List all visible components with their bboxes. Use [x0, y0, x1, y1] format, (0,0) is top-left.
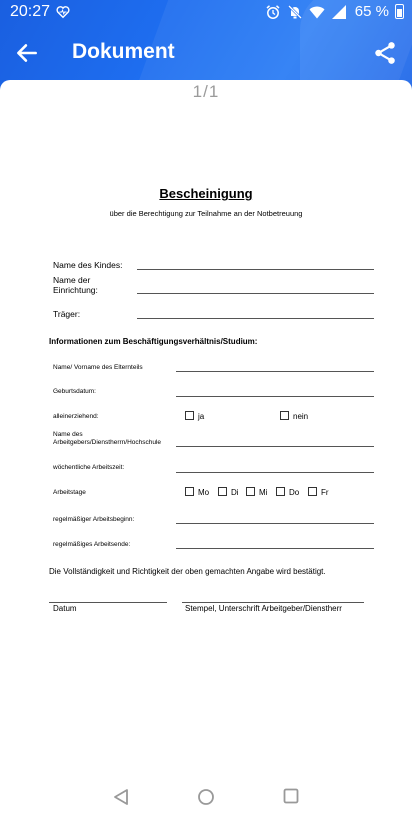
- nav-home-icon[interactable]: [197, 788, 215, 806]
- field-line-parent-name: [176, 371, 374, 372]
- mute-bell-icon: [287, 4, 303, 20]
- checkbox-day-fr: [308, 487, 317, 496]
- field-label-workdays: Arbeitstage: [53, 489, 86, 496]
- system-nav-bar: [0, 776, 412, 824]
- signal-icon: [331, 4, 347, 20]
- signature-label-stamp: Stempel, Unterschrift Arbeitgeber/Dienstherr: [185, 604, 342, 613]
- field-label-weekly-hours: wöchentliche Arbeitszeit:: [53, 464, 125, 471]
- battery-percent: 65 %: [354, 3, 389, 20]
- checkbox-label-di: Di: [231, 488, 239, 497]
- status-bar: [0, 0, 412, 24]
- status-time: 20:27: [10, 3, 51, 20]
- checkbox-label-no: nein: [293, 412, 309, 421]
- field-label-child-name: Name des Kindes:: [53, 260, 123, 270]
- field-line-employer: [176, 446, 374, 447]
- field-line-child-name: [137, 269, 374, 270]
- field-line-institution: [137, 293, 374, 294]
- field-label-single-parent: alleinerziehend:: [53, 413, 99, 420]
- app-bar: [0, 28, 412, 78]
- field-label-parent-name: Name/ Vorname des Elternteils: [53, 364, 143, 371]
- field-label-work-start: regelmäßiger Arbeitsbeginn:: [53, 516, 135, 523]
- field-line-work-start: [176, 523, 374, 524]
- checkbox-day-do: [276, 487, 285, 496]
- checkbox-label-do: Do: [289, 488, 300, 497]
- field-label-work-end: regelmäßiges Arbeitsende:: [53, 541, 131, 548]
- checkbox-single-yes: [185, 411, 194, 420]
- checkbox-label-mi: Mi: [259, 488, 268, 497]
- heart-icon: [56, 5, 70, 19]
- back-arrow-icon[interactable]: [14, 40, 40, 66]
- document-subtitle: über die Berechtigung zur Teilnahme an der Notbetreuung: [109, 209, 303, 218]
- share-icon[interactable]: [372, 40, 398, 66]
- field-line-work-end: [176, 548, 374, 549]
- status-icons: [265, 3, 404, 20]
- field-label-institution: Name der Einrichtung:: [53, 275, 98, 295]
- page-title: Dokument: [72, 40, 175, 63]
- signature-line-date: [49, 602, 167, 603]
- field-line-carrier: [137, 318, 374, 319]
- field-label-carrier: Träger:: [53, 309, 81, 319]
- document-viewer[interactable]: [0, 80, 412, 824]
- field-label-birthdate: Geburtsdatum:: [53, 388, 96, 395]
- confirmation-text: Die Vollständigkeit und Richtigkeit der oben gemachten Angabe wird bestätigt.: [49, 567, 326, 576]
- checkbox-day-mo: [185, 487, 194, 496]
- checkbox-label-fr: Fr: [321, 488, 329, 497]
- section-heading: Informationen zum Beschäftigungsverhältnis/Studium:: [49, 337, 258, 346]
- checkbox-label-mo: Mo: [198, 488, 210, 497]
- signature-label-date: Datum: [53, 604, 77, 613]
- checkbox-day-di: [218, 487, 227, 496]
- wifi-icon: [309, 4, 325, 20]
- signature-line-stamp: [182, 602, 364, 603]
- battery-icon: [395, 4, 404, 19]
- field-line-weekly-hours: [176, 472, 374, 473]
- checkbox-day-mi: [246, 487, 255, 496]
- checkbox-single-no: [280, 411, 289, 420]
- page-indicator: 1/1: [192, 82, 220, 101]
- nav-back-icon[interactable]: [112, 788, 130, 806]
- document-title: Bescheinigung: [159, 186, 253, 201]
- field-line-birthdate: [176, 396, 374, 397]
- nav-recent-icon[interactable]: [283, 788, 299, 804]
- field-label-employer: Name des Arbeitgebers/Dienstherrn/Hochschule: [53, 431, 162, 446]
- checkbox-label-yes: ja: [198, 412, 205, 421]
- alarm-icon: [265, 4, 281, 20]
